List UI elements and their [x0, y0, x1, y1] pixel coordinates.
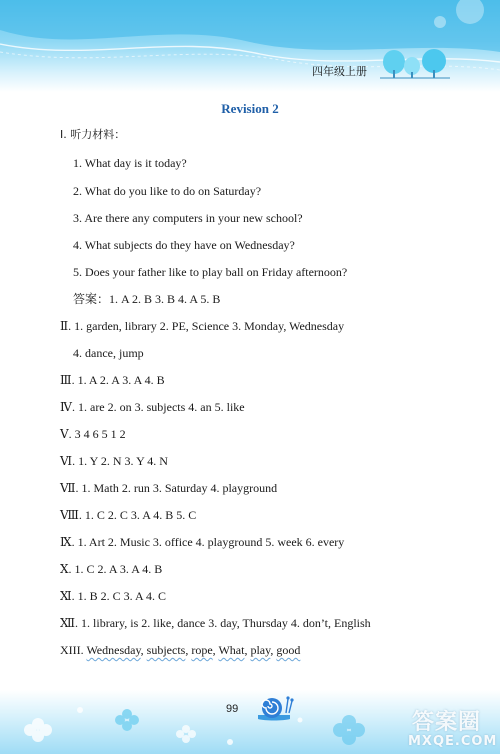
section-1-answers: 答案：1. A 2. B 3. B 4. A 5. B	[73, 292, 221, 306]
section-13-answers: XIII. Wednesday, subjects, rope, What, play, good	[60, 643, 301, 657]
answer-word: rope	[191, 643, 213, 657]
section-5-answers: Ⅴ. 3 4 6 5 1 2	[60, 427, 126, 441]
answer-word: good	[276, 643, 301, 657]
answer-word: play	[250, 643, 271, 657]
listening-question-1: 1. What day is it today?	[73, 156, 187, 170]
grade-label: 四年级上册	[312, 65, 367, 78]
section-7-answers: Ⅶ. 1. Math 2. run 3. Saturday 4. playground	[60, 481, 278, 495]
watermark-logo: 答案圈	[412, 710, 482, 735]
section-4-answers: Ⅳ. 1. are 2. on 3. subjects 4. an 5. like	[60, 400, 245, 414]
answer-word: Wednesday	[86, 643, 141, 657]
answer-word: What	[218, 643, 245, 657]
section-13-prefix: XIII.	[60, 643, 87, 657]
snail-icon	[254, 693, 294, 723]
listening-question-2: 2. What do you like to do on Saturday?	[73, 184, 262, 198]
section-8-answers: Ⅷ. 1. C 2. C 3. A 4. B 5. C	[60, 508, 197, 522]
tree-icon	[380, 48, 450, 80]
section-12-answers: Ⅻ. 1. library, is 2. like, dance 3. day, Thursday 4. don’t, English	[60, 616, 371, 630]
listening-question-4: 4. What subjects do they have on Wednesday?	[73, 238, 295, 252]
listening-question-5: 5. Does your father like to play ball on Friday afternoon?	[73, 265, 348, 279]
section-9-answers: Ⅸ. 1. Art 2. Music 3. office 4. playground 5. week 6. every	[60, 535, 345, 549]
section-10-answers: Ⅹ. 1. C 2. A 3. A 4. B	[60, 562, 163, 576]
answer-word: subjects	[146, 643, 186, 657]
section-1-heading: Ⅰ. 听力材料：	[60, 128, 126, 141]
page-title: Revision 2	[221, 101, 279, 116]
section-2-line-2: 4. dance, jump	[73, 346, 144, 360]
watermark-url: MXQE.COM	[408, 734, 498, 749]
section-3-answers: Ⅲ. 1. A 2. A 3. A 4. B	[60, 373, 165, 387]
section-2-line-1: Ⅱ. 1. garden, library 2. PE, Science 3. Monday, Wednesday	[60, 319, 345, 333]
section-6-answers: Ⅵ. 1. Y 2. N 3. Y 4. N	[60, 454, 168, 468]
listening-question-3: 3. Are there any computers in your new school?	[73, 211, 303, 225]
page-number: 99	[226, 703, 239, 715]
section-11-answers: Ⅺ. 1. B 2. C 3. A 4. C	[60, 589, 166, 603]
